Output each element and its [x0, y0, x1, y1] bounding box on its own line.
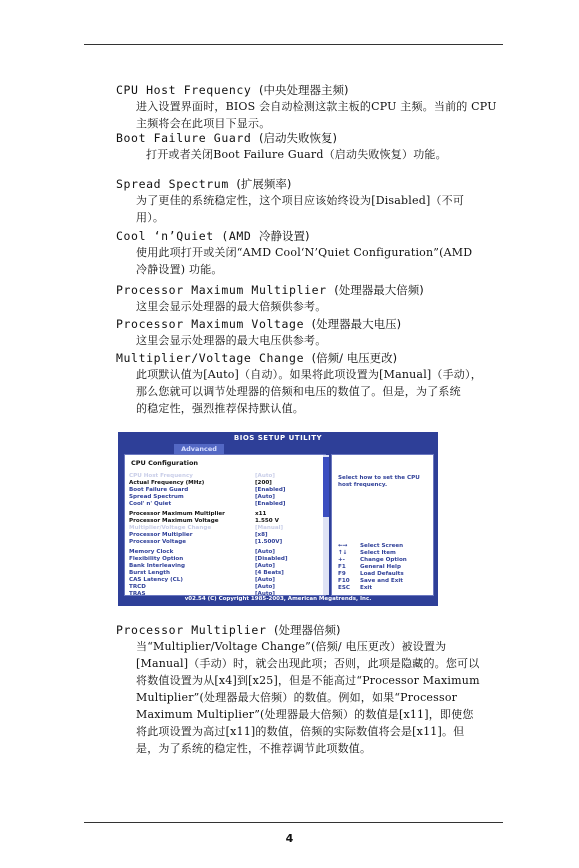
bios-option-value[interactable]: [Manual]	[255, 525, 284, 531]
bios-option-label[interactable]: Processor Voltage	[129, 539, 187, 545]
bios-option-label[interactable]: Flexibility Option	[129, 556, 184, 562]
bios-option-label[interactable]: Burst Length	[129, 570, 170, 576]
bios-config-title: CPU Configuration	[131, 459, 199, 467]
bios-key-desc: Select Screen	[360, 543, 404, 549]
section	[116, 130, 520, 163]
body-line: Multiplier”(处理器最大倍频）的数值。例如，如果“Processor	[136, 691, 458, 704]
section-body	[116, 98, 520, 132]
body-line: 将此项设置为高过[x11]的数值，倍频的实际数值将会是[x11]。但	[136, 725, 465, 738]
bios-option-label[interactable]: Actual Frequency (MHz)	[129, 480, 205, 486]
section-heading: CPU Host Frequency (中央处理器主频)	[116, 83, 349, 97]
bios-options-pane	[124, 454, 326, 596]
section-body	[116, 638, 520, 757]
bios-option-value[interactable]: [200]	[255, 480, 272, 486]
bios-screenshot	[118, 432, 438, 606]
section-body	[116, 192, 520, 226]
bottom-rule	[84, 822, 503, 823]
bios-key-desc: Save and Exit	[360, 578, 403, 584]
body-line: 的稳定性，强烈推荐保持默认值。	[136, 402, 304, 415]
bios-option-value[interactable]: [Disabled]	[255, 556, 288, 562]
bios-option-label[interactable]: Memory Clock	[129, 549, 174, 555]
section-body	[116, 298, 520, 315]
body-line: Maximum Multiplier”(处理器最大倍频）的数值是[x11]，即使您	[136, 708, 474, 721]
bios-option-label[interactable]: Processor Maximum Voltage	[129, 518, 219, 524]
bios-key: F10	[338, 578, 350, 584]
bios-option-value[interactable]: [1.500V]	[255, 539, 283, 545]
body-line: 打开或者关闭Boot Failure Guard（启动失败恢复）功能。	[146, 148, 447, 161]
bios-option-value[interactable]: [Auto]	[255, 563, 275, 569]
bios-key-desc: Load Defaults	[360, 571, 404, 577]
section-heading: Spread Spectrum (扩展频率)	[116, 177, 292, 191]
body-line: 当“Multiplier/Voltage Change”(倍频/ 电压更改）被设置为	[136, 640, 447, 653]
body-line: [Manual]（手动）时，就会出现此项；否则，此项是隐藏的。您可以	[136, 657, 480, 670]
bios-option-label[interactable]: Spread Spectrum	[129, 494, 184, 500]
bios-key-desc: Change Option	[360, 557, 407, 563]
bios-key-row	[338, 578, 403, 585]
bios-option-value[interactable]: [Auto]	[255, 584, 275, 590]
bios-option-value[interactable]: x11	[255, 511, 267, 517]
section-heading: Cool ‘n’Quiet (AMD 冷静设置)	[116, 229, 310, 243]
bios-option-value[interactable]: [Auto]	[255, 494, 275, 500]
section-heading: Processor Maximum Voltage (处理器最大电压)	[116, 317, 402, 331]
bios-key: ←→	[338, 543, 348, 549]
section-body	[116, 332, 520, 349]
bios-title: BIOS SETUP UTILITY	[233, 434, 323, 442]
bios-key: +-	[338, 557, 346, 563]
bios-option-value[interactable]: [Auto]	[255, 591, 275, 597]
section	[116, 350, 520, 417]
bios-scrollbar[interactable]	[323, 455, 329, 595]
bios-option-value[interactable]: 1.550 V	[255, 518, 279, 524]
body-line: 使用此项打开或关闭“AMD Cool‘N’Quiet Configuration”(AMD	[136, 246, 473, 259]
bios-key-row	[338, 550, 396, 557]
bios-option-label[interactable]: Processor Maximum Multiplier	[129, 511, 225, 517]
body-line: 将数值设置为从[x4]到[x25]，但是不能高过“Processor Maximum	[136, 674, 480, 687]
section	[116, 82, 520, 132]
section	[116, 176, 520, 226]
bios-option-value[interactable]: [4 Beats]	[255, 570, 284, 576]
section-heading: Boot Failure Guard (启动失败恢复)	[116, 131, 337, 145]
bios-option-value[interactable]: [Auto]	[255, 549, 275, 555]
section-heading: Processor Multiplier (处理器倍频)	[116, 623, 341, 637]
body-line: 用）。	[136, 211, 165, 224]
body-line: 主频将会在此项目下显示。	[136, 117, 271, 130]
section	[116, 228, 520, 278]
section-heading: Multiplier/Voltage Change (倍频/ 电压更改)	[116, 351, 398, 365]
bios-key-desc: General Help	[360, 564, 401, 570]
bios-footer: v02.54 (C) Copyright 1985-2003, American Megatrends, Inc.	[184, 596, 372, 602]
bios-key-desc: Exit	[360, 585, 373, 591]
body-line: 这里会显示处理器的最大电压供参考。	[136, 334, 327, 347]
body-line: 是，为了系统的稳定性，不推荐调节此项数值。	[136, 742, 372, 755]
bios-help-pane	[331, 454, 434, 596]
section-processor-multiplier	[116, 622, 520, 757]
body-line: 此项默认值为[Auto]（自动）。如果将此项设置为[Manual]（手动），	[136, 368, 482, 381]
top-rule	[84, 44, 503, 45]
body-line: 进入设置界面时，BIOS 会自动检测这款主板的CPU 主频。当前的 CPU	[136, 100, 497, 113]
bios-key-row	[338, 543, 403, 550]
bios-option-value[interactable]: [Auto]	[255, 577, 275, 583]
bios-option-label[interactable]: Bank Interleaving	[129, 563, 186, 569]
bios-option-label[interactable]: Multiplier/Voltage Change	[129, 525, 212, 531]
bios-tab-advanced[interactable]: Advanced	[174, 444, 224, 454]
bios-option-label[interactable]: Cool' n' Quiet	[129, 501, 172, 507]
bios-key-row	[338, 585, 372, 592]
bios-option-value[interactable]: [Auto]	[255, 473, 275, 479]
bios-option-value[interactable]: [x8]	[255, 532, 268, 538]
body-line: 冷静设置) 功能。	[136, 263, 223, 276]
section	[116, 282, 520, 315]
bios-key: F9	[338, 571, 346, 577]
section-heading: Processor Maximum Multiplier (处理器最大倍频)	[116, 283, 424, 297]
bios-key-row	[338, 571, 404, 578]
bios-key: ↑↓	[338, 550, 348, 556]
body-line: 那么您就可以调节处理器的倍频和电压的数值了。但是，为了系统	[136, 385, 461, 398]
body-line: 这里会显示处理器的最大倍频供参考。	[136, 300, 327, 313]
bios-option-label[interactable]: CAS Latency (CL)	[129, 577, 183, 583]
bios-key: ESC	[338, 585, 350, 591]
bios-key-row	[338, 564, 401, 571]
bios-key: F1	[338, 564, 346, 570]
bios-option-label[interactable]: CPU Host Frequency	[129, 473, 193, 479]
bios-option-value[interactable]: [Enabled]	[255, 501, 286, 507]
bios-scroll-thumb[interactable]	[323, 457, 329, 517]
bios-option-value[interactable]: [Enabled]	[255, 487, 286, 493]
section-body	[116, 366, 520, 417]
bios-key-desc: Select Item	[360, 550, 396, 556]
bios-option-label[interactable]: Boot Failure Guard	[129, 487, 189, 493]
section	[116, 316, 520, 349]
section-body	[116, 244, 520, 278]
bios-option-label[interactable]: Processor Multiplier	[129, 532, 193, 538]
section-body	[116, 146, 520, 163]
bios-option-label[interactable]: TRCD	[129, 584, 146, 590]
bios-help-text: Select how to set the CPU host frequency.	[338, 475, 420, 488]
page-number: 4	[285, 832, 294, 845]
body-line: 为了更佳的系统稳定性，这个项目应该始终设为[Disabled]（不可	[136, 194, 465, 207]
bios-key-row	[338, 557, 407, 564]
bios-option-label[interactable]: TRAS	[129, 591, 146, 597]
